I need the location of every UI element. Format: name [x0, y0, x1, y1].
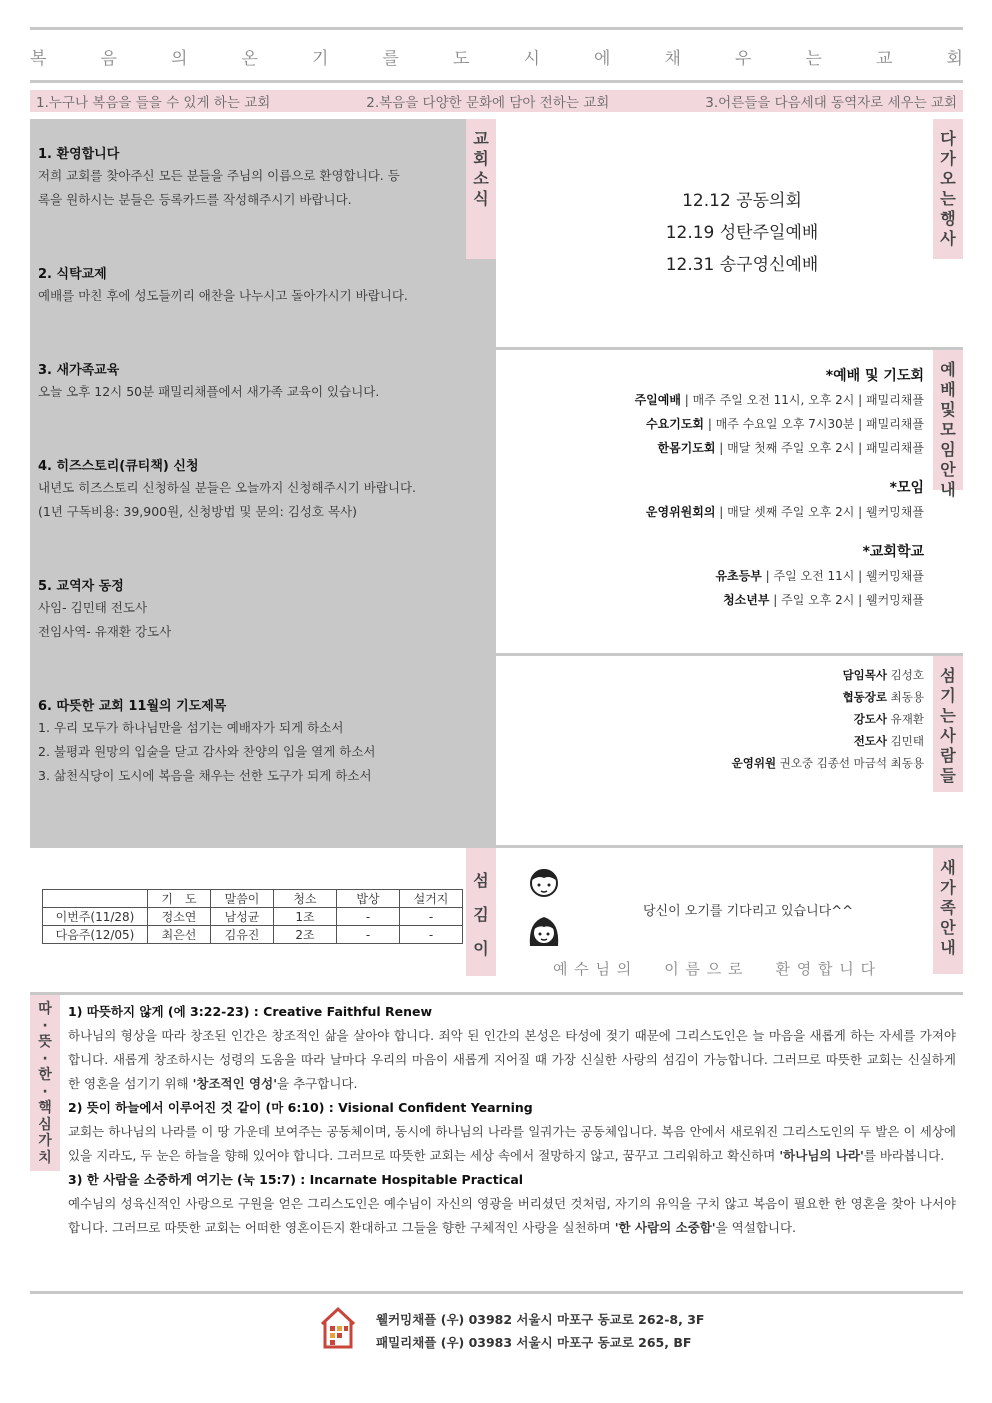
schedule-item [500, 564, 924, 588]
value-heading: 3) 한 사람을 소중하게 여기는 (눅 15:7) : Incarnate Hospitable Practical [68, 1172, 524, 1187]
value-body [68, 1024, 956, 1096]
news-title: 4. 히즈스토리(큐티책) 신청 [38, 459, 199, 474]
value-emphasis: '하나님의 나라' [779, 1148, 864, 1163]
news-title: 6. 따뜻한 교회 11월의 기도제목 [38, 699, 227, 714]
tab-char: 가 [940, 878, 956, 897]
news-line: (1년 구독비용: 39,900원, 신청방법 및 문의: 김성호 목사) [38, 504, 358, 519]
servant-item [500, 730, 924, 752]
mission-2: 2.복음을 다양한 문화에 담아 전하는 교회 [366, 95, 610, 111]
servant-role: 담임목사 [842, 668, 888, 682]
news-item-newcomer-education [38, 359, 458, 404]
tab-char: 임 [940, 440, 956, 459]
schedule-item [500, 588, 924, 612]
servants-list [500, 664, 924, 774]
tab-servants [933, 656, 963, 792]
upcoming-events [496, 185, 988, 281]
tab-char: 소 [473, 169, 489, 188]
girl-icon [524, 912, 564, 950]
mission-1: 1.누구나 복음을 들을 수 있게 하는 교회 [36, 95, 271, 111]
schedule-name: 한몸기도회 [657, 441, 716, 455]
value-emphasis: '한 사람의 소중함' [614, 1220, 716, 1235]
address-family-chapel: 패밀리채플 (우) 03983 서울시 마포구 동교로 265, BF [376, 1335, 692, 1350]
event-item: 12.12 공동의회 [682, 191, 802, 211]
servant-names: 권오중 김종선 마금석 최동용 [776, 756, 924, 770]
motto-char: 를 [382, 49, 399, 69]
tab-char: 들 [940, 766, 956, 785]
value-emphasis: '창조적인 영성' [192, 1076, 278, 1091]
tab-char: 예 [940, 360, 956, 379]
tab-char: 모 [940, 420, 956, 439]
table-header: 기 도 [148, 890, 211, 908]
schedule-detail: | 주일 오후 2시 | 웰커밍채플 [769, 593, 924, 607]
divider [30, 845, 963, 848]
servant-names: 유재환 [887, 712, 924, 726]
tab-char: 이 [473, 939, 489, 958]
schedule-name: 운영위원회의 [645, 505, 716, 519]
table-header: 말씀이 [211, 890, 274, 908]
schedule-item [500, 388, 924, 412]
servant-role: 협동장로 [842, 690, 888, 704]
tab-char: · [42, 1017, 48, 1034]
schedule-name: 수요기도회 [646, 417, 705, 431]
tab-char: 및 [940, 400, 956, 419]
tab-char: 안 [940, 460, 956, 479]
tab-char: 배 [940, 380, 956, 399]
mission-bar [30, 90, 963, 112]
tab-char: 따 [38, 1001, 52, 1017]
tab-char: 사 [940, 229, 956, 248]
schedule-name: 유초등부 [715, 569, 762, 583]
table-cell: 다음주(12/05) [43, 926, 148, 944]
tab-char: 행 [940, 209, 956, 228]
divider [496, 347, 963, 350]
news-item-staff-news [38, 575, 458, 644]
servant-names: 최동용 [887, 690, 924, 704]
schedule-detail: | 매달 첫째 주일 오후 2시 | 패밀리채플 [715, 441, 924, 455]
section-header: *예배 및 기도회 [825, 368, 924, 384]
value-heading: 2) 뜻이 하늘에서 이루어진 것 같이 (마 6:10) : Visional Confident Yearning [68, 1100, 533, 1115]
value-text: 예수님의 성육신적인 사랑으로 구원을 얻은 그리스도인은 예수님이 자신의 영광을 버리셨던 것처럼, 자기의 유익을 구치 않고 복음이 필요한 한 영혼을 찾아 나서야 합니다. 그러므로 따뜻한 교회는 어떠한 영혼이든지 환대하고 그들을 향한 구체적인 사랑을 실천하며 [68, 1196, 956, 1235]
table-header-row [43, 890, 463, 908]
news-line: 1. 우리 모두가 하나님만을 섬기는 예배자가 되게 하소서 [38, 720, 344, 735]
mission-3: 3.어른들을 다음세대 동역자로 세우는 교회 [705, 95, 957, 111]
motto-char: 시 [523, 49, 540, 69]
news-title: 2. 식탁교제 [38, 267, 107, 282]
section-header: *모임 [889, 480, 924, 496]
news-line: 오늘 오후 12시 50분 패밀리채플에서 새가족 교육이 있습니다. [38, 384, 380, 399]
motto-char: 회 [946, 49, 963, 69]
motto-char: 기 [312, 49, 329, 69]
tab-char: 는 [940, 706, 956, 725]
table-row [43, 926, 463, 944]
motto-char: 교 [876, 49, 893, 69]
tab-char: 가 [38, 1133, 52, 1149]
family-message: 당신이 오기를 기다리고 있습니다^^ [643, 904, 853, 919]
servant-role: 운영위원 [731, 756, 777, 770]
church-logo-icon [318, 1304, 358, 1350]
motto-char: 의 [171, 49, 188, 69]
tab-char: 핵 [38, 1100, 52, 1116]
tab-char: 새 [940, 858, 956, 877]
table-cell: 김유진 [211, 926, 274, 944]
news-title: 1. 환영합니다 [38, 147, 120, 162]
tab-char: 오 [940, 169, 956, 188]
motto-char: 우 [735, 49, 752, 69]
tab-char: 안 [940, 918, 956, 937]
news-item-welcome [38, 143, 458, 212]
news-item-fellowship [38, 263, 458, 308]
tab-char: 가 [940, 149, 956, 168]
tab-char: 내 [940, 938, 956, 957]
schedule-item [500, 500, 924, 524]
tab-char: 섬 [940, 666, 956, 685]
schedule-item [500, 412, 924, 436]
tab-char: 뜻 [38, 1034, 52, 1050]
schedule-item [500, 436, 924, 460]
table-cell: 정소연 [148, 908, 211, 926]
servant-names: 김민태 [887, 734, 924, 748]
news-title: 3. 새가족교육 [38, 363, 120, 378]
schedule-detail: | 매주 주일 오전 11시, 오후 2시 | 패밀리채플 [680, 393, 924, 407]
tab-char: 심 [38, 1116, 52, 1133]
news-line: 전임사역- 유재환 강도사 [38, 624, 172, 639]
servant-item [500, 664, 924, 686]
value-heading: 1) 따뜻하지 않게 (에 3:22-23) : Creative Faithful Renew [68, 1004, 433, 1019]
boy-icon [524, 864, 564, 900]
motto-char: 는 [805, 49, 822, 69]
tab-char: 치 [38, 1149, 52, 1166]
servant-role: 강도사 [853, 712, 888, 726]
value-body [68, 1192, 956, 1240]
schedule-name: 주일예배 [634, 393, 681, 407]
divider [496, 653, 963, 656]
motto-char: 에 [594, 49, 611, 69]
tab-char: 사 [940, 726, 956, 745]
tab-char: 섬 [473, 871, 489, 890]
value-text: 를 바라봅니다. [863, 1148, 945, 1163]
tab-char: 한 [38, 1067, 52, 1083]
tab-char: 기 [940, 686, 956, 705]
divider [30, 992, 963, 995]
table-header: 설거지 [400, 890, 463, 908]
tab-char: 는 [940, 189, 956, 208]
table-row [43, 908, 463, 926]
motto-char: 온 [241, 49, 258, 69]
news-line: 내년도 히즈스토리 신청하실 분들은 오늘까지 신청해주시기 바랍니다. [38, 480, 416, 495]
motto-char: 도 [453, 49, 470, 69]
table-cell: 남성균 [211, 908, 274, 926]
tab-church-news [466, 119, 496, 259]
address-welcoming-chapel: 웰커밍채플 (우) 03982 서울시 마포구 동교로 262-8, 3F [376, 1312, 705, 1327]
tab-char: 김 [473, 905, 489, 924]
bottom-rule [30, 1291, 963, 1294]
church-addresses [376, 1308, 704, 1354]
church-motto [30, 44, 963, 69]
news-line: 2. 불평과 원망의 입술을 닫고 감사와 찬양의 입을 열게 하소서 [38, 744, 376, 759]
schedule-detail: | 매주 수요일 오후 7시30분 | 패밀리채플 [704, 417, 924, 431]
news-item-hisstory [38, 455, 458, 524]
table-cell: - [337, 908, 400, 926]
servant-item [500, 708, 924, 730]
news-line: 예배를 마친 후에 성도들끼리 애찬을 나누시고 돌아가시기 바랍니다. [38, 288, 408, 303]
servant-names: 김성호 [887, 668, 924, 682]
tab-char: 교 [473, 129, 489, 148]
tab-char: 다 [940, 129, 956, 148]
tab-core-values [30, 995, 60, 1171]
tab-char: · [42, 1050, 48, 1067]
news-item-prayer [38, 695, 458, 788]
news-line: 저희 교회를 찾아주신 모든 분들을 주님의 이름으로 환영합니다. 등 [38, 168, 400, 183]
motto-char: 음 [100, 49, 117, 69]
tab-char: 람 [940, 746, 956, 765]
schedule-detail: | 주일 오전 11시 | 웰커밍채플 [761, 569, 924, 583]
table-cell: - [337, 926, 400, 944]
table-cell: 최은선 [148, 926, 211, 944]
motto-rule [30, 80, 963, 83]
value-text: 을 추구합니다. [277, 1076, 358, 1091]
value-body [68, 1120, 956, 1168]
table-header: 청소 [274, 890, 337, 908]
tab-serve [466, 848, 496, 976]
value-text: 하나님의 형상을 따라 창조된 인간은 창조적인 삶을 살아야 합니다. 죄악 된 인간의 본성은 타성에 젖기 때문에 그리스도인은 늘 마음을 새롭게 하는 자세를 가져야합니다. 새롭게 창조하시는 성령의 도움을 따라 날마다 우리의 마음이 새롭게 지어질 때 가장 신실한 사랑의 섬김이 가능합니다. 그러므로 따뜻한 교회는 신실하게 한 영혼을 섬기기 위해 [68, 1028, 957, 1091]
family-welcome: 예 수 님 의 이 름 으 로 환 영 합 니 다 [552, 960, 877, 978]
worship-schedule [500, 364, 924, 612]
tab-char: 내 [940, 480, 956, 499]
motto-char: 채 [664, 49, 681, 69]
servant-item [500, 752, 924, 774]
schedule-name: 청소년부 [723, 593, 770, 607]
event-item: 12.19 성탄주일예배 [665, 223, 819, 243]
table-cell: 이번주(11/28) [43, 908, 148, 926]
table-header [43, 890, 148, 908]
core-values-text [68, 1000, 956, 1240]
tab-char: 식 [473, 189, 489, 208]
schedule-detail: | 매달 셋째 주일 오후 2시 | 웰커밍채플 [715, 505, 924, 519]
tab-new-family [933, 848, 963, 974]
table-header: 밥상 [337, 890, 400, 908]
news-title: 5. 교역자 동정 [38, 579, 124, 594]
servant-item [500, 686, 924, 708]
news-line: 3. 삶천식당이 도시에 복음을 채우는 선한 도구가 되게 하소서 [38, 768, 372, 783]
value-text: 교회는 하나님의 나라를 이 땅 가운데 보여주는 공동체이며, 동시에 하나님의 나라를 일궈가는 공동체입니다. 복음 안에서 새로워진 그리스도인의 두 발은 이 세상에 있을 지라도, 두 눈은 하늘을 향해 있어야 합니다. 그러므로 따뜻한 교회는 세상 속에서 절망하지 않고, 꿈꾸고 그리워하고 확신하며 [68, 1124, 956, 1163]
news-line: 록을 원하시는 분들은 등록카드를 작성해주시기 바랍니다. [38, 192, 352, 207]
event-item: 12.31 송구영신예배 [665, 255, 819, 275]
table-cell: 1조 [274, 908, 337, 926]
tab-char: · [42, 1083, 48, 1100]
news-line: 사임- 김민태 전도사 [38, 600, 148, 615]
table-cell: 2조 [274, 926, 337, 944]
motto-char: 복 [30, 49, 47, 69]
tab-char: 족 [940, 898, 956, 917]
value-text: 을 역설합니다. [715, 1220, 797, 1235]
servant-role: 전도사 [853, 734, 888, 748]
top-rule [30, 27, 963, 30]
tab-worship-meetings [933, 350, 963, 499]
tab-char: 회 [473, 149, 489, 168]
table-cell: - [400, 908, 463, 926]
section-header: *교회학교 [862, 544, 924, 560]
duty-table [42, 889, 463, 944]
table-cell: - [400, 926, 463, 944]
